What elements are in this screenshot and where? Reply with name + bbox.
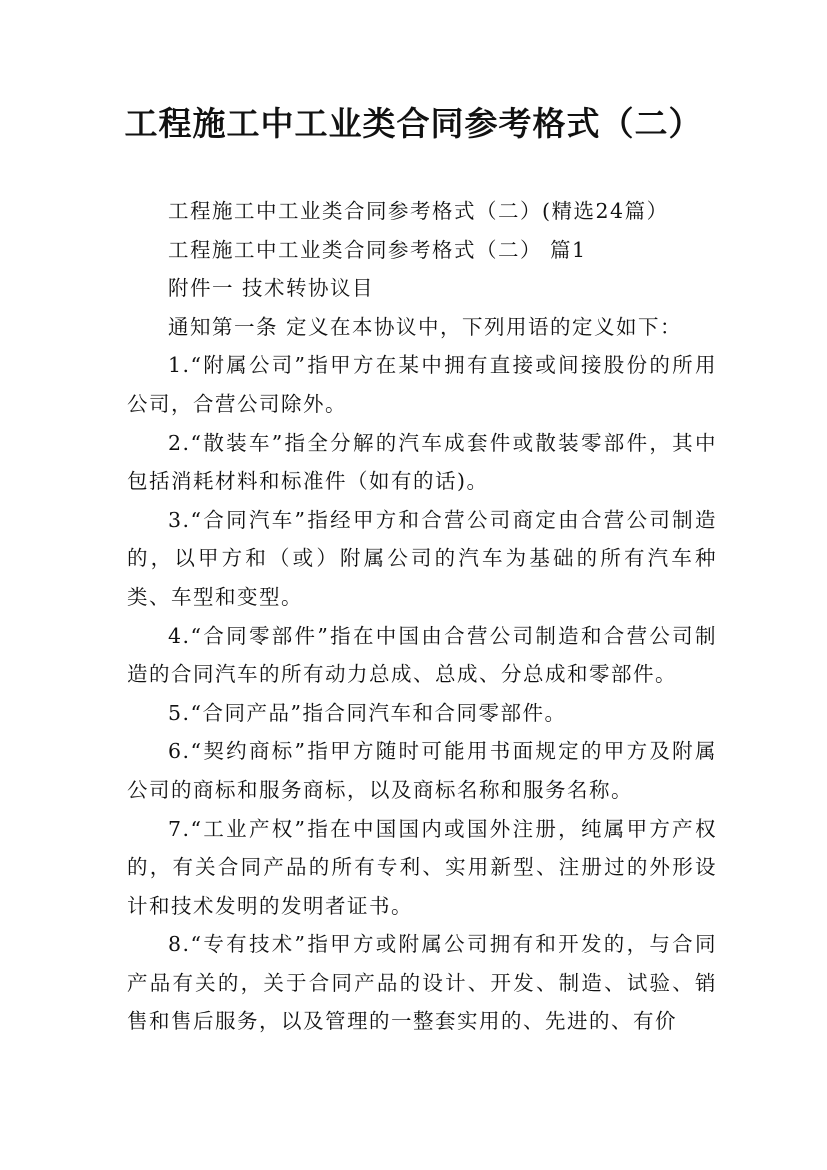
document-title: 工程施工中工业类合同参考格式（二） xyxy=(124,104,703,143)
section-heading: 工程施工中工业类合同参考格式（二） 篇1 xyxy=(168,237,587,262)
definition-paragraph-5: 5.“合同产品”指合同汽车和合同零部件。 xyxy=(168,700,567,725)
definition-paragraph-1: 1.“附属公司”指甲方在某中拥有直接或间接股份的所用公司，合营公司除外。 xyxy=(127,353,717,416)
definition-paragraph-8: 8.“专有技术”指甲方或附属公司拥有和开发的，与合同产品有关的，关于合同产品的设计、开发、制造、试验、销售和售后服务，以及管理的一整套实用的、先进的、有价 xyxy=(127,932,717,1034)
document-body xyxy=(127,192,717,1041)
article-heading: 通知第一条 定义在本协议中，下列用语的定义如下： xyxy=(168,314,683,339)
definition-paragraph-3: 3.“合同汽车”指经甲方和合营公司商定由合营公司制造的，以甲方和（或）附属公司的汽车为基础的所有汽车种类、车型和变型。 xyxy=(127,507,717,609)
definition-paragraph-6: 6.“契约商标”指甲方随时可能用书面规定的甲方及附属公司的商标和服务商标，以及商标名称和服务名称。 xyxy=(127,739,717,802)
definition-paragraph-4: 4.“合同零部件”指在中国由合营公司制造和合营公司制造的合同汽车的所有动力总成、总成、分总成和零部件。 xyxy=(127,623,717,687)
definition-paragraph-2: 2.“散装车”指全分解的汽车成套件或散装零部件，其中包括消耗材料和标准件（如有的话)。 xyxy=(127,430,717,494)
subtitle-paragraph: 工程施工中工业类合同参考格式（二）(精选24篇） xyxy=(168,199,669,223)
definition-paragraph-7: 7.“工业产权”指在中国国内或国外注册，纯属甲方产权的，有关合同产品的所有专利、实用新型、注册过的外形设计和技术发明的发明者证书。 xyxy=(127,816,717,918)
attachment-heading: 附件一 技术转协议目 xyxy=(168,276,375,301)
